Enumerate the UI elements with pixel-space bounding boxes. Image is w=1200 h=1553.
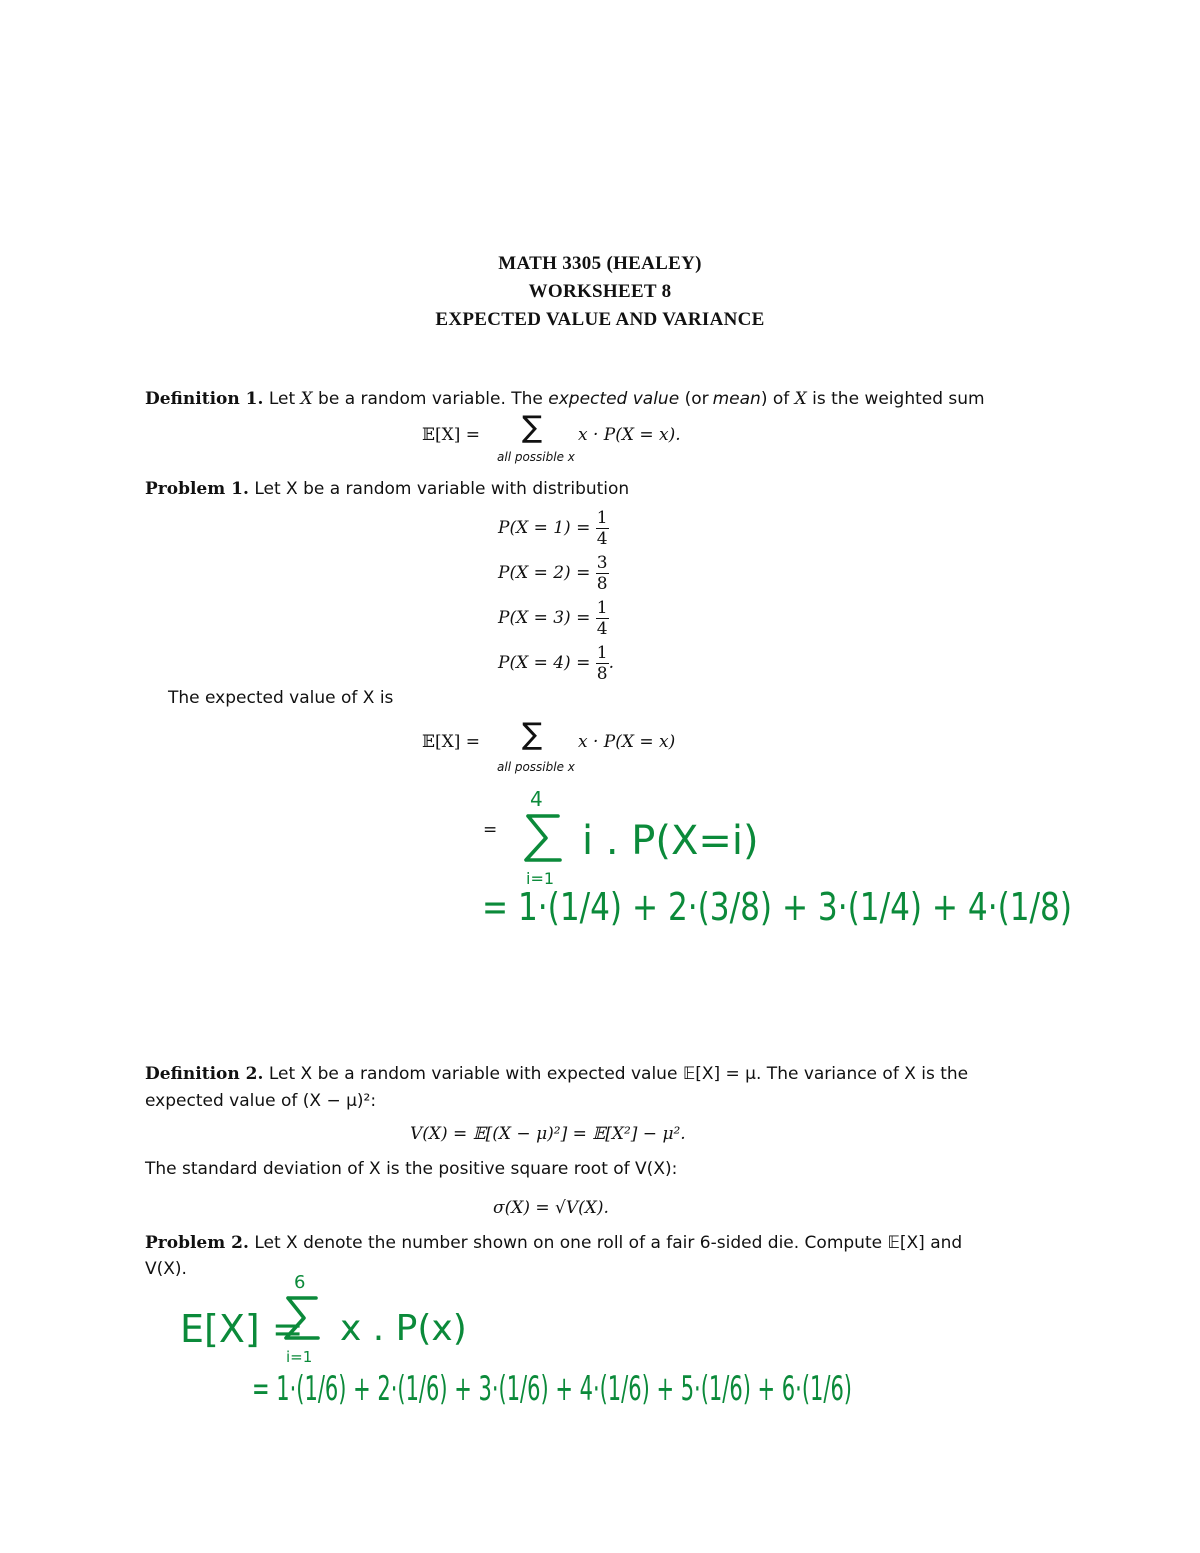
def1-var: X <box>300 389 313 409</box>
distribution-row <box>498 508 609 549</box>
p1-formula-lhs: 𝔼[X] = <box>422 732 480 752</box>
course-title: MATH 3305 (HEALEY) <box>498 253 702 274</box>
def1-sum-under: all possible x <box>497 450 575 464</box>
fraction: $\frac{1}{8}$ <box>596 643 608 684</box>
handwriting-problem-1 <box>470 780 1090 950</box>
p1-eq-sign: = <box>483 820 498 840</box>
problem-1-label: Problem 1. <box>145 479 249 499</box>
def1-formula-rhs: x · P(X = x). <box>578 425 681 445</box>
problem-1 <box>145 476 1025 503</box>
problem-2 <box>145 1230 1025 1257</box>
distribution-row <box>498 598 609 639</box>
definition-1 <box>145 386 1025 413</box>
problem-2-label: Problem 2. <box>145 1233 249 1253</box>
p1-sum-under: all possible x <box>497 760 575 774</box>
def1-text-d: ) of <box>760 389 790 409</box>
hw2-line2: = 1·(1/6) + 2·(1/6) + 3·(1/6) + 4·(1/6) + 5·(1/6) + 6·(1/6) <box>252 1369 852 1409</box>
dist-lhs: P(X = 4) = <box>498 653 591 673</box>
def1-text-b: be a random variable. The <box>318 389 543 409</box>
def1-text-a: Let <box>268 389 296 409</box>
expected-value-intro: The expected value of X is <box>168 688 394 708</box>
fraction: $\frac{1}{4}$ <box>596 598 608 639</box>
definition-1-label: Definition 1. <box>145 389 264 409</box>
dist-end: . <box>608 653 614 673</box>
topic-title: EXPECTED VALUE AND VARIANCE <box>435 309 765 330</box>
dist-lhs: P(X = 3) = <box>498 608 591 628</box>
hw1-body: i . P(X=i) <box>582 818 759 864</box>
p1-sigma: ∑ <box>522 717 543 752</box>
definition-2 <box>145 1061 1025 1088</box>
handwriting-problem-2 <box>170 1268 870 1428</box>
problem-2-line2: V(X). <box>145 1259 187 1279</box>
hw1-sigma <box>526 816 560 860</box>
p1-formula-rhs: x · P(X = x) <box>578 732 676 752</box>
distribution-row <box>498 553 609 594</box>
problem-1-text: Let X be a random variable with distribution <box>254 479 630 499</box>
fraction: $\frac{3}{8}$ <box>596 553 608 594</box>
problem-2-line1: Let X denote the number shown on one roll of a fair 6-sided die. Compute 𝔼[X] and <box>254 1233 963 1253</box>
definition-2-label: Definition 2. <box>145 1064 264 1084</box>
sd-formula: σ(X) = √V(X). <box>493 1198 609 1218</box>
def2-line1: Let X be a random variable with expected value 𝔼[X] = μ. The variance of X is the <box>268 1064 969 1084</box>
def1-sigma: ∑ <box>522 410 543 445</box>
distribution-row <box>498 643 614 684</box>
fraction: $\frac{1}{4}$ <box>596 508 608 549</box>
def1-term-expected-value: expected value <box>548 389 680 409</box>
def1-text-c: (or <box>684 389 709 409</box>
def1-var-2: X <box>794 389 807 409</box>
def1-formula-lhs: 𝔼[X] = <box>422 425 480 445</box>
hw2-sum-upper: 6 <box>294 1272 306 1293</box>
hw1-sum-upper: 4 <box>530 787 543 811</box>
worksheet-title: WORKSHEET 8 <box>528 281 672 302</box>
variance-formula: V(X) = 𝔼[(X − μ)²] = 𝔼[X²] − μ². <box>410 1124 686 1144</box>
dist-lhs: P(X = 1) = <box>498 518 591 538</box>
def1-term-mean: mean <box>712 389 761 409</box>
def1-text-e: is the weighted sum <box>812 389 985 409</box>
hw1-line2: = 1·(1/4) + 2·(3/8) + 3·(1/4) + 4·(1/8) <box>482 885 1072 929</box>
hw2-lhs: E[X] = <box>180 1307 304 1351</box>
hw1-sum-lower: i=1 <box>526 869 555 888</box>
sd-text: The standard deviation of X is the positive square root of V(X): <box>145 1159 678 1179</box>
dist-lhs: P(X = 2) = <box>498 563 591 583</box>
hw2-body: x . P(x) <box>340 1308 467 1349</box>
hw2-sum-lower: i=1 <box>286 1348 313 1366</box>
def2-line2: expected value of (X − μ)²: <box>145 1091 377 1111</box>
